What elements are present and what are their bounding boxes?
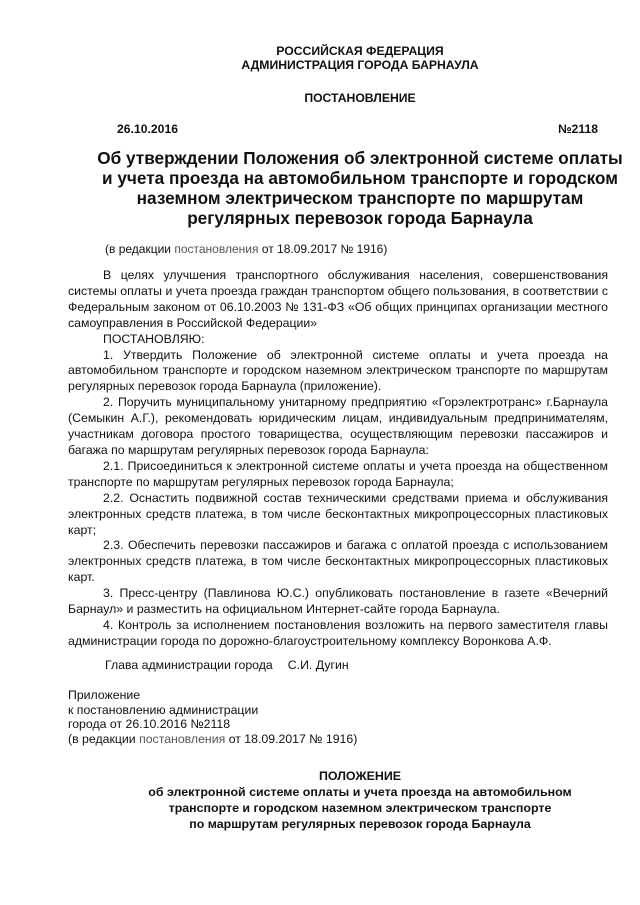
body-paragraph-3: 3. Пресс-центру (Павлинова Ю.С.) опубликовать постановление в газете «Вечерний Барнаул» и разместить на официальном Интернет-сайте города Барнаула. <box>68 586 608 617</box>
appendix-line-3: города от 26.10.2016 №2118 <box>68 717 231 731</box>
body-paragraph-2: 2. Поручить муниципальному унитарному предприятию «Горэлектротранс» г.Барнаула (Семыкин А.Г.), рекомендовать юридическим лицам, индивидуальным предпринимателям, участникам договора простого товарищества, осуществляющим перевозки пассажиров и багажа по маршрутам регулярных перевозок города Барнаула: <box>68 395 608 457</box>
regulation-line-1: об электронной системе оплаты и учета проезда на автомобильном <box>148 785 572 799</box>
body-paragraph-2-1: 2.1. Присоединиться к электронной системе оплаты и учета проезда на общественном транспорте по маршрутам регулярных перевозок города Барнаула; <box>68 458 608 489</box>
revision-note <box>105 242 387 256</box>
body-paragraph-resolve: ПОСТАНОВЛЯЮ: <box>103 331 205 346</box>
document-title: Об утверждении Положения об электронной системе оплаты и учета проезда на автомобильном транспорте и городском наземном электрическом транспорте по маршрутам регулярных перевозок города Барнаула <box>97 148 623 228</box>
document-body <box>68 268 608 650</box>
appendix-line-1: Приложение <box>68 688 141 702</box>
regulation-line-2: транспорте и городском наземном электрическом транспорте <box>168 801 552 815</box>
body-paragraph-preamble: В целях улучшения транспортного обслуживания населения, совершенствования системы оплаты и учета проезда граждан транспортом общего пользования, в соответствии с Федеральным законом от 06.10.2003 № 131-ФЗ «Об общих принципах организации местного самоуправления в Российской Федерации» <box>68 268 608 330</box>
document-number: №2118 <box>557 122 598 136</box>
header-doc-type: ПОСТАНОВЛЕНИЕ <box>304 91 416 105</box>
revision-link[interactable]: постановления <box>174 242 259 256</box>
regulation-heading-block <box>90 768 630 832</box>
body-paragraph-2-2: 2.2. Оснастить подвижной состав техническими средствами приема и обслуживания электронных средств платежа, в том числе бесконтактных микропроцессорных пластиковых карт; <box>68 490 608 537</box>
body-paragraph-1: 1. Утвердить Положение об электронной системе оплаты и учета проезда на автомобильном транспорте и городском наземном электрическом транспорте по маршрутам регулярных перевозок города Барнаула (приложение). <box>68 347 608 394</box>
signature-name: С.И. Дугин <box>287 658 349 672</box>
revision-open: (в редакции <box>105 242 171 256</box>
signature-block <box>105 658 349 672</box>
appendix-line-2: к постановлению администрации <box>68 702 259 717</box>
body-paragraph-4: 4. Контроль за исполнением постановления возложить на первого заместителя главы администрации города по дорожно-благоустроительному комплексу Воронкова А.Ф. <box>68 617 608 648</box>
appendix-revision-open: (в редакции <box>68 731 136 746</box>
appendix-revision-link[interactable]: постановления <box>139 731 226 746</box>
body-paragraph-2-3: 2.3. Обеспечить перевозки пассажиров и багажа с оплатой проезда с использованием электронных средств платежа, в том числе бесконтактных микропроцессорных пластиковых карт. <box>68 538 608 585</box>
appendix-revision-rest: от 18.09.2017 № 1916) <box>228 731 358 746</box>
header-administration: АДМИНИСТРАЦИЯ ГОРОДА БАРНАУЛА <box>241 58 479 72</box>
header-country: РОССИЙСКАЯ ФЕДЕРАЦИЯ <box>276 44 444 58</box>
signature-position: Глава администрации города <box>105 658 273 672</box>
appendix-block <box>68 688 357 746</box>
regulation-line-3: по маршрутам регулярных перевозок города Барнаула <box>189 817 531 831</box>
revision-rest: от 18.09.2017 № 1916) <box>261 242 388 256</box>
regulation-heading: ПОЛОЖЕНИЕ <box>319 769 401 783</box>
document-date: 26.10.2016 <box>117 122 178 136</box>
appendix-revision <box>68 732 357 747</box>
